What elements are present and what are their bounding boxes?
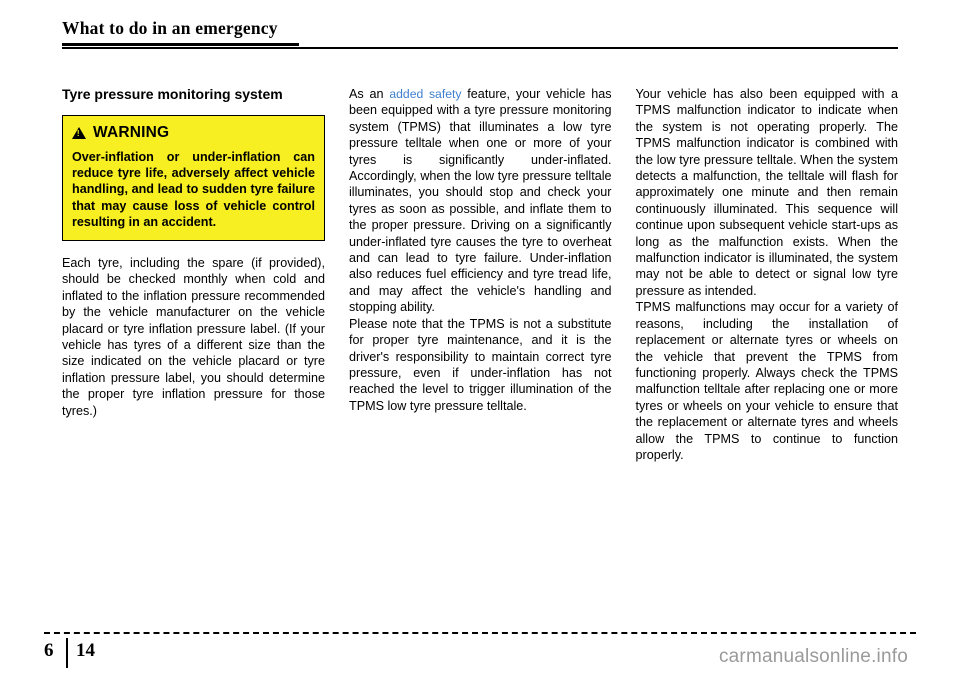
warning-label: WARNING — [93, 124, 170, 141]
warning-header — [72, 124, 315, 149]
paragraph: Each tyre, including the spare (if provided), should be checked monthly when cold and inflated to the inflation pressure recommended by the vehicle manufacturer on the vehicle placard or tyre inflation pressure label. (If your vehicle has tyres of a different size than the size indicated on the vehicle placard or tyre inflation pressure label, you should determine the proper tyre inflation pressure for those tyres.) — [62, 256, 325, 418]
warning-box — [62, 115, 325, 241]
section-title: Tyre pressure monitoring system — [62, 86, 283, 102]
page-title: What to do in an emergency — [62, 18, 278, 38]
footer-watermark: carmanualsonline.info — [718, 646, 908, 667]
inline-watermark-link: added safety — [389, 87, 462, 101]
footer-divider — [66, 638, 68, 668]
header-title-underline — [62, 43, 299, 46]
column-left — [62, 86, 325, 463]
column-middle — [349, 86, 612, 463]
paragraph: Your vehicle has also been equipped with a TPMS malfunction indicator to indicate when the system is not operating properly. The TPMS malfunction indicator is combined with the low tyre pressure telltale. When the system detects a malfunction, the telltale will flash for approximately one minute and then remain continuously illuminated. This sequence will continue upon subsequent vehicle start-ups as long as the malfunction exists. When the malfunction indicator is illuminated, the system may not be able to detect or signal low tyre pressure as intended. — [635, 87, 898, 298]
warning-triangle-icon — [72, 127, 86, 139]
footer-page-number: 14 — [76, 640, 95, 661]
paragraph-rest: feature, your vehicle has been equipped with a tyre pressure monitoring system (TPMS) that illuminates a low tyre pressure telltale when one or more of your tyres is significantly under-inflated. Accordingly, when the low tyre pressure telltale illuminates, you should stop and check your tyres as soon as possible, and inflate them to the proper pressure. Driving on a significantly under-inflated tyre causes the tyre to overheat and can lead to tyre failure. Under-inflation also reduces fuel efficiency and tyre tread life, and may affect the vehicle's handling and stopping ability. — [349, 87, 612, 315]
warning-text: Over-inflation or under-inflation can reduce tyre life, adversely affect vehicle handling, and lead to sudden tyre failure that may cause loss of vehicle control resulting in an accident. — [72, 150, 315, 229]
footer-rule — [44, 632, 916, 634]
paragraph: TPMS malfunctions may occur for a variety of reasons, including the installation of replacement or alternate tyres or wheels on the vehicle that prevent the TPMS from functioning properly. Always check the TPMS malfunction telltale after replacing one or more tyres or wheels on your vehicle to ensure that the replacement or alternate tyres and wheels allow the TPMS to continue to function properly. — [635, 300, 898, 462]
paragraph: Please note that the TPMS is not a substitute for proper tyre maintenance, and it is the driver's responsibility to maintain correct tyre pressure, even if under-inflation has not reached the level to trigger illumination of the TPMS low tyre pressure telltale. — [349, 316, 612, 413]
page-header — [62, 18, 898, 42]
paragraph-prefix: As an — [349, 87, 390, 101]
column-right — [636, 86, 899, 463]
footer-chapter-number: 6 — [44, 640, 54, 661]
content-columns — [62, 86, 898, 463]
page-footer — [44, 638, 916, 670]
paragraph — [349, 86, 612, 316]
header-rule — [62, 47, 898, 49]
